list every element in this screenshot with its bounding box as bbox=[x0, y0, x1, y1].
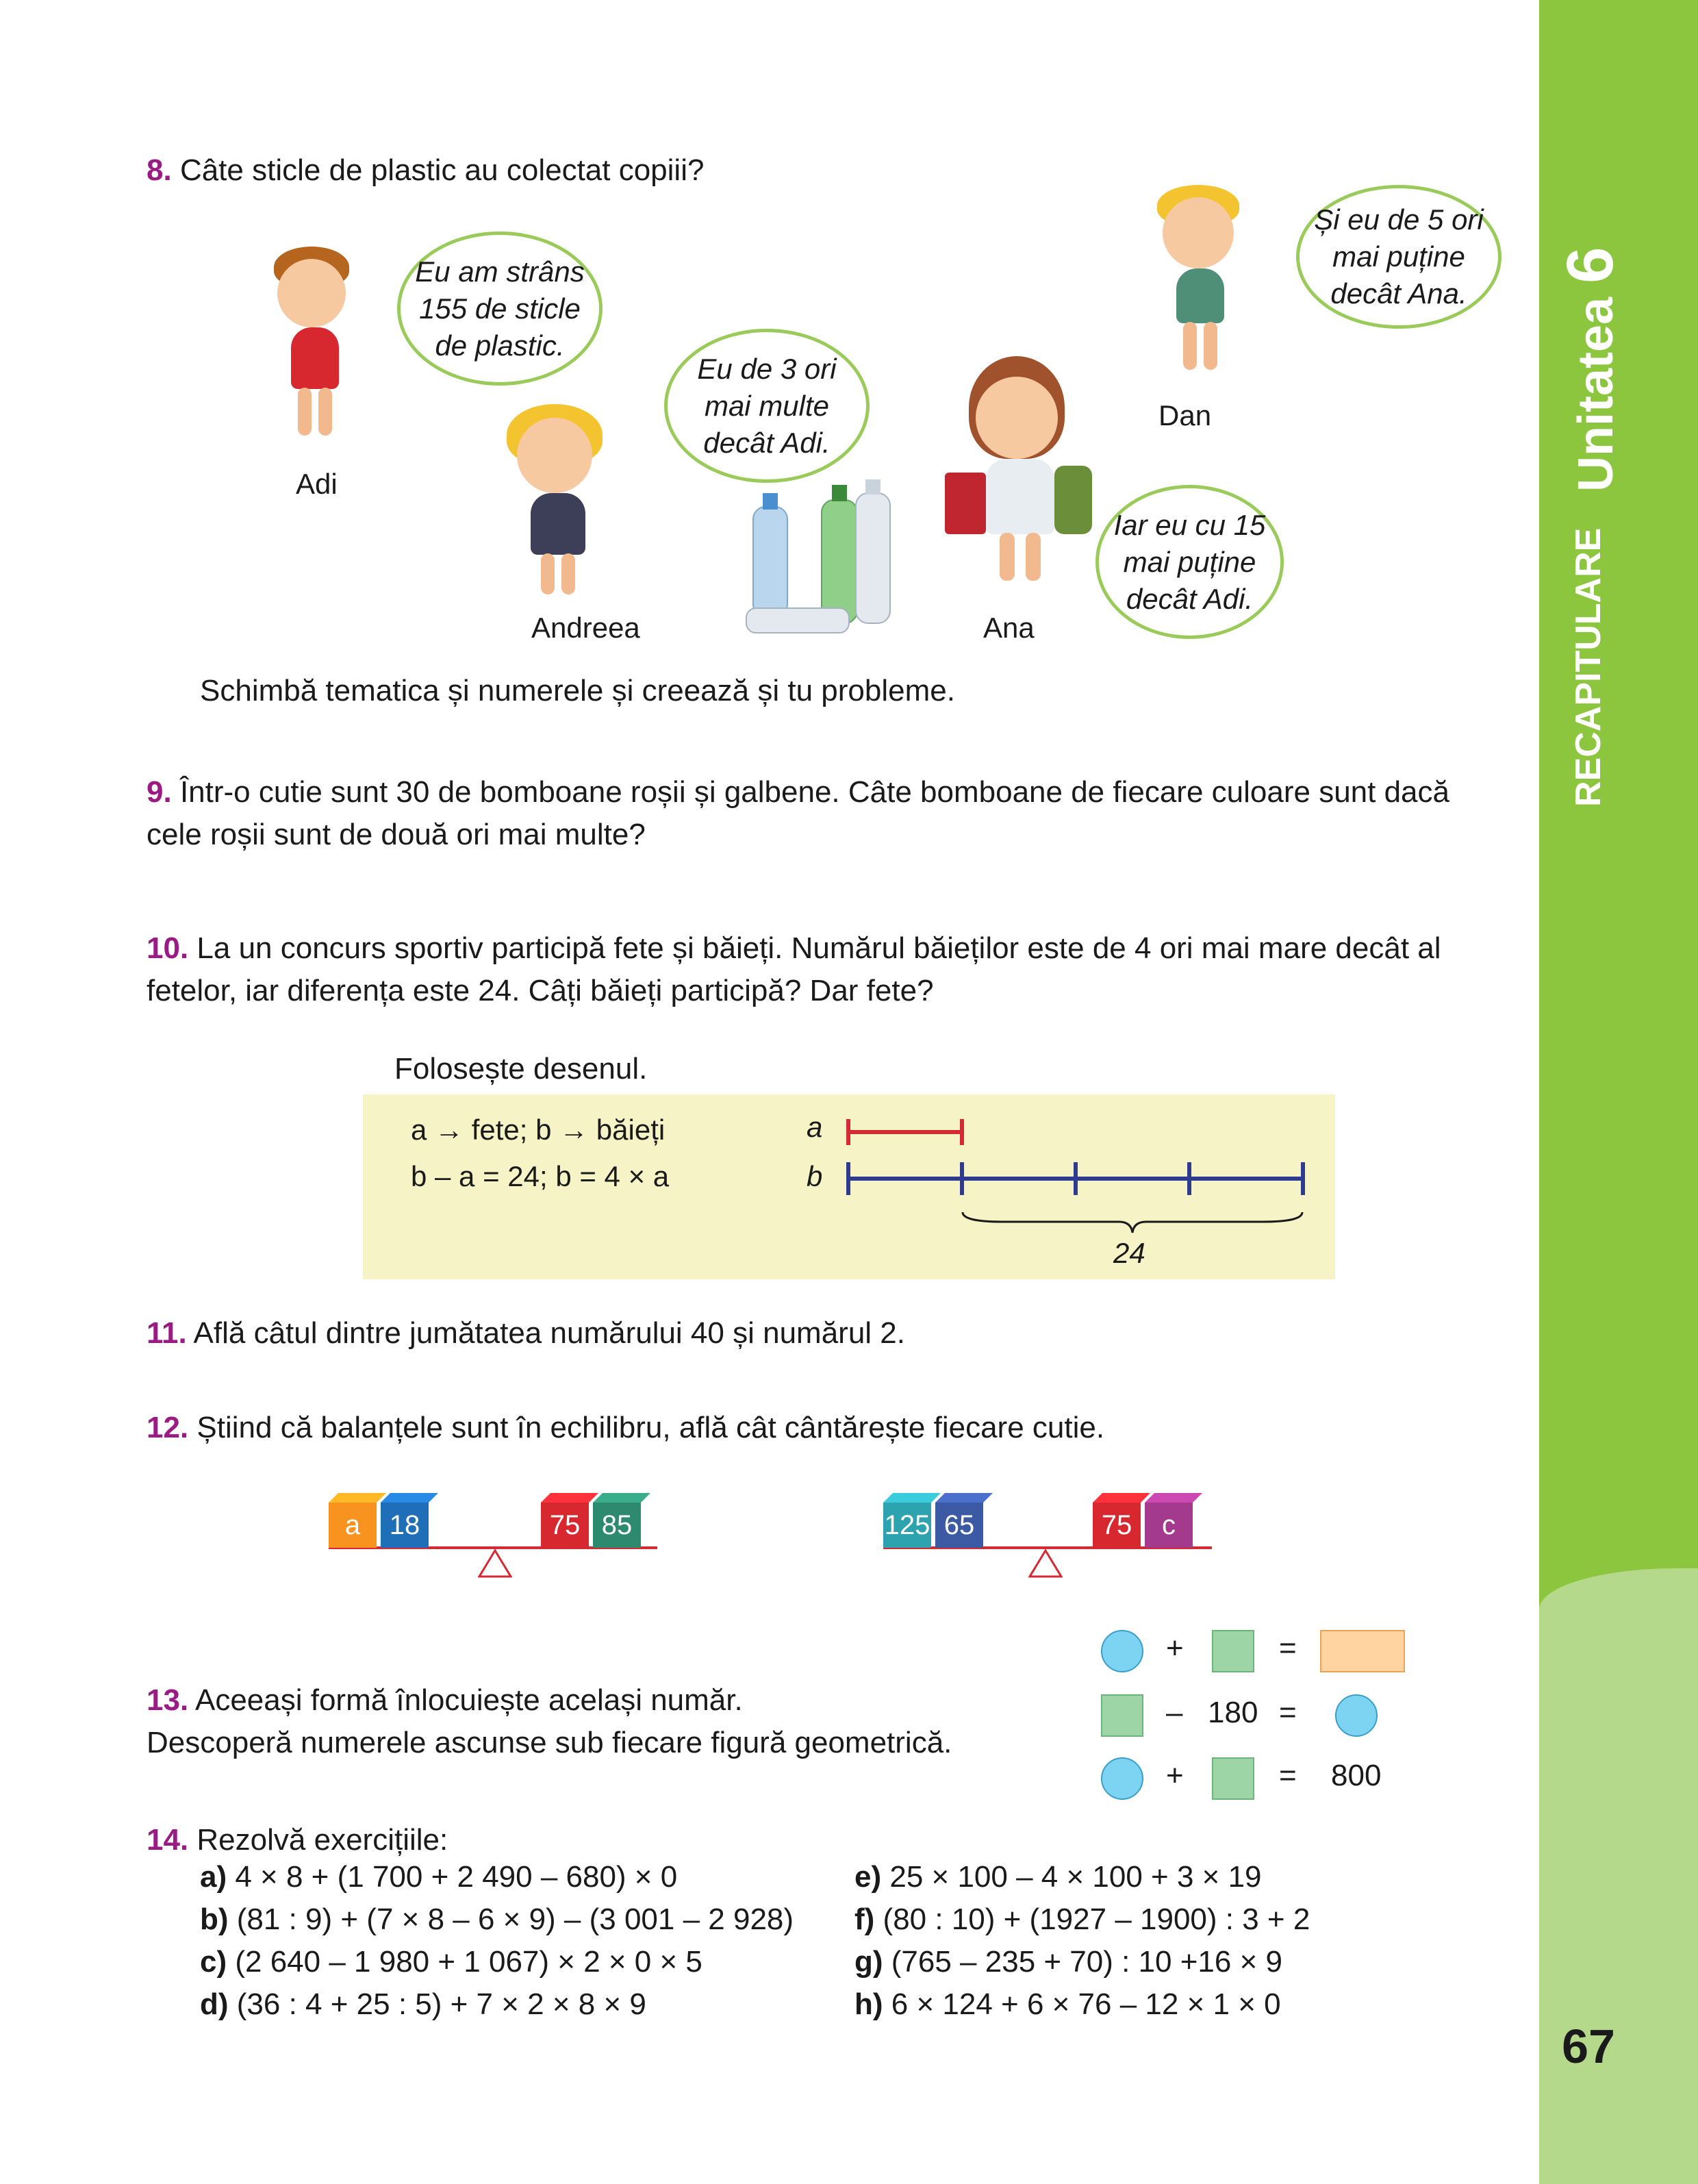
name-adi: Adi bbox=[296, 468, 338, 500]
ana-illustration bbox=[938, 356, 1095, 596]
exercise-f: f) (80 : 10) + (1927 – 1900) : 3 + 2 bbox=[854, 1903, 1310, 1936]
segment-diagram bbox=[363, 1094, 1335, 1279]
exercise-c: c) (2 640 – 1 980 + 1 067) × 2 × 0 × 5 bbox=[200, 1945, 702, 1979]
andreea-illustration bbox=[493, 404, 630, 610]
scale-2-fulcrum bbox=[1028, 1549, 1063, 1578]
diagram-legend-1: a → fete; b → băieți bbox=[411, 1114, 666, 1146]
exercise-e: e) 25 × 100 – 4 × 100 + 3 × 19 bbox=[854, 1860, 1262, 1894]
segment-b-tick bbox=[1074, 1162, 1078, 1195]
segment-b-label: b bbox=[807, 1160, 823, 1192]
equals-sign: = bbox=[1279, 1759, 1297, 1792]
square-shape bbox=[1101, 1694, 1143, 1737]
sidebar-lower-band bbox=[1539, 1568, 1698, 2184]
speech-bubble-adi: Eu am strâns 155 de sticle de plastic. bbox=[397, 231, 603, 386]
speech-bubble-dan: Și eu de 5 ori mai puține decât Ana. bbox=[1296, 185, 1501, 329]
box-75-right: 75 bbox=[1093, 1503, 1141, 1548]
exercise-a: a) 4 × 8 + (1 700 + 2 490 – 680) × 0 bbox=[200, 1860, 678, 1894]
unit-title: Unitatea 6 bbox=[1554, 247, 1627, 492]
box-18: 18 bbox=[381, 1503, 429, 1548]
task-8-followup: Schimbă tematica și numerele și creează și tu probleme. bbox=[200, 674, 955, 707]
name-dan: Dan bbox=[1158, 399, 1212, 431]
section-title: RECAPITULARE bbox=[1569, 527, 1608, 807]
exercise-h: h) 6 × 124 + 6 × 76 – 12 × 1 × 0 bbox=[854, 1987, 1281, 2021]
rectangle-shape bbox=[1320, 1630, 1405, 1672]
task-14: 14. Rezolvă exercițiile: bbox=[147, 1823, 448, 1857]
task-9: 9. Într-o cutie sunt 30 de bomboane roșii și galbene. Câte bomboane de fiecare culoare sunt dacă cele roșii sunt de două ori mai multe? bbox=[147, 775, 1449, 851]
plus-sign: + bbox=[1166, 1631, 1184, 1665]
task-13: 13. Aceeași formă înlocuiește același număr. Descoperă numerele ascunse sub fiecare figură geometrică. bbox=[147, 1683, 952, 1759]
box-c: c bbox=[1145, 1503, 1193, 1548]
segment-b-tick bbox=[1301, 1162, 1305, 1195]
page-number: 67 bbox=[1562, 2020, 1615, 2073]
dan-illustration bbox=[1143, 185, 1260, 390]
box-75: 75 bbox=[541, 1503, 589, 1548]
equals-sign: = bbox=[1279, 1696, 1297, 1729]
square-shape bbox=[1212, 1630, 1254, 1672]
square-shape bbox=[1212, 1757, 1254, 1800]
box-a: a bbox=[329, 1503, 377, 1548]
segment-a-tick-start bbox=[846, 1119, 850, 1145]
segment-b-tick bbox=[960, 1162, 964, 1195]
speech-bubble-andreea: Eu de 3 ori mai multe decât Adi. bbox=[664, 329, 870, 483]
circle-shape bbox=[1101, 1630, 1143, 1672]
name-ana: Ana bbox=[983, 612, 1035, 644]
speech-bubble-ana: Iar eu cu 15 mai puține decât Adi. bbox=[1095, 485, 1284, 639]
adi-illustration bbox=[260, 247, 377, 452]
box-85: 85 bbox=[593, 1503, 641, 1548]
segment-a-label: a bbox=[807, 1111, 823, 1143]
task-10-hint: Folosește desenul. bbox=[394, 1052, 648, 1085]
value-800: 800 bbox=[1331, 1759, 1382, 1792]
task-11: 11. Află câtul dintre jumătatea numărului 40 și numărul 2. bbox=[147, 1316, 905, 1350]
brace-label: 24 bbox=[1113, 1237, 1145, 1269]
segment-b-tick bbox=[846, 1162, 850, 1195]
box-125: 125 bbox=[883, 1503, 931, 1548]
box-65: 65 bbox=[935, 1503, 983, 1548]
task-12: 12. Știind că balanțele sunt în echilibru, află cât cântărește fiecare cutie. bbox=[147, 1411, 1105, 1444]
segment-a-tick-end bbox=[960, 1119, 964, 1145]
name-andreea: Andreea bbox=[531, 612, 640, 644]
circle-shape bbox=[1335, 1694, 1378, 1737]
exercise-b: b) (81 : 9) + (7 × 8 – 6 × 9) – (3 001 – 2 928) bbox=[200, 1903, 794, 1936]
brace bbox=[961, 1209, 1304, 1237]
segment-b-tick bbox=[1187, 1162, 1191, 1195]
plus-sign: + bbox=[1166, 1759, 1184, 1792]
equals-sign: = bbox=[1279, 1631, 1297, 1665]
task-10: 10. La un concurs sportiv participă fete și băieți. Numărul băieților este de 4 ori mai mare decât al fetelor, iar diferența este 24. Câți băieți participă? Dar fete? bbox=[147, 931, 1441, 1007]
scale-1-fulcrum bbox=[478, 1549, 512, 1578]
diagram-legend-2: b – a = 24; b = 4 × a bbox=[411, 1160, 670, 1192]
plastic-bottles-illustration bbox=[739, 473, 897, 637]
minus-sign: – bbox=[1166, 1696, 1183, 1729]
circle-shape bbox=[1101, 1757, 1143, 1800]
exercise-d: d) (36 : 4 + 25 : 5) + 7 × 2 × 8 × 9 bbox=[200, 1987, 646, 2021]
segment-a bbox=[848, 1130, 961, 1134]
task-8-question: 8. Câte sticle de plastic au colectat copiii? bbox=[147, 153, 705, 187]
value-180: 180 bbox=[1208, 1696, 1258, 1729]
exercise-g: g) (765 – 235 + 70) : 10 +16 × 9 bbox=[854, 1945, 1282, 1979]
